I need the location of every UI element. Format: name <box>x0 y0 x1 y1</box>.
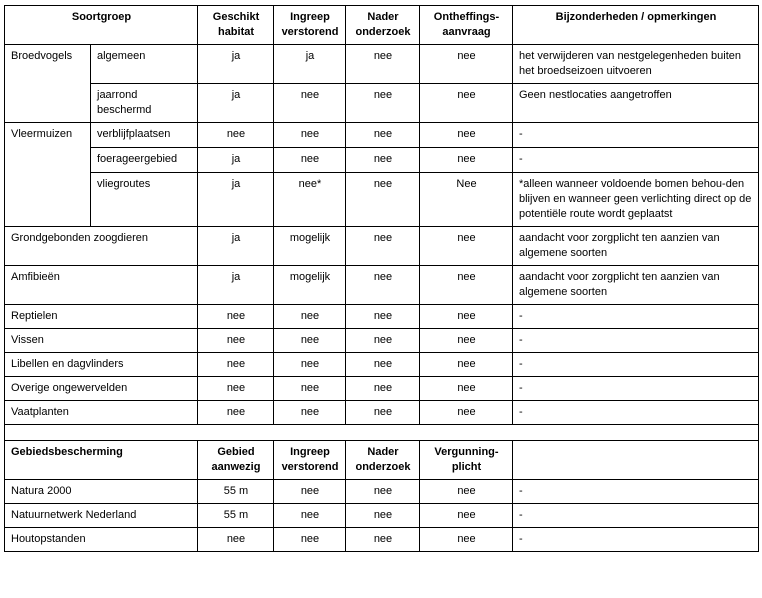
group-broedvogels: Broedvogels <box>5 45 91 123</box>
research-cell: nee <box>346 227 420 266</box>
impact-cell: nee* <box>274 173 346 227</box>
habitat-cell: ja <box>198 84 274 123</box>
header-gebied-aanwezig: Gebied aanwezig <box>198 441 274 480</box>
table-row <box>5 480 759 504</box>
table-row <box>5 353 759 377</box>
group-cell: Amfibieën <box>5 266 198 305</box>
header-soortgroep: Soortgroep <box>5 6 198 45</box>
species-header-row <box>5 6 759 45</box>
header-nader-onderzoek-2: Nader onderzoek <box>346 441 420 480</box>
subgroup-cell: verblijfplaatsen <box>91 123 198 148</box>
habitat-cell: nee <box>198 353 274 377</box>
impact-cell: mogelijk <box>274 227 346 266</box>
impact-cell: nee <box>274 401 346 425</box>
habitat-cell: ja <box>198 173 274 227</box>
subgroup-cell: algemeen <box>91 45 198 84</box>
habitat-cell: nee <box>198 377 274 401</box>
table-row <box>5 45 759 84</box>
research-cell: nee <box>346 401 420 425</box>
impact-cell: nee <box>274 305 346 329</box>
research-cell: nee <box>346 173 420 227</box>
header-geschikt-habitat: Geschikt habitat <box>198 6 274 45</box>
header-nader-onderzoek: Nader onderzoek <box>346 6 420 45</box>
habitat-cell: ja <box>198 45 274 84</box>
area-cell: Houtopstanden <box>5 528 198 552</box>
habitat-cell: ja <box>198 148 274 173</box>
impact-cell: nee <box>274 504 346 528</box>
table-row <box>5 266 759 305</box>
group-vleermuizen: Vleermuizen <box>5 123 91 227</box>
remarks-cell: - <box>513 377 759 401</box>
impact-cell: nee <box>274 528 346 552</box>
habitat-cell: nee <box>198 305 274 329</box>
species-protection-table <box>4 5 759 552</box>
exemption-cell: nee <box>420 401 513 425</box>
research-cell: nee <box>346 504 420 528</box>
table-row <box>5 148 759 173</box>
research-cell: nee <box>346 84 420 123</box>
permit-cell: nee <box>420 480 513 504</box>
impact-cell: nee <box>274 329 346 353</box>
remarks-cell: - <box>513 528 759 552</box>
exemption-cell: nee <box>420 45 513 84</box>
research-cell: nee <box>346 528 420 552</box>
permit-cell: nee <box>420 528 513 552</box>
research-cell: nee <box>346 353 420 377</box>
present-cell: 55 m <box>198 480 274 504</box>
header-empty-cell <box>513 441 759 480</box>
remarks-cell: - <box>513 123 759 148</box>
impact-cell: mogelijk <box>274 266 346 305</box>
table-row <box>5 123 759 148</box>
research-cell: nee <box>346 480 420 504</box>
group-cell: Overige ongewervelden <box>5 377 198 401</box>
impact-cell: nee <box>274 353 346 377</box>
table-row <box>5 504 759 528</box>
subgroup-cell: jaarrond beschermd <box>91 84 198 123</box>
impact-cell: nee <box>274 480 346 504</box>
research-cell: nee <box>346 305 420 329</box>
subgroup-cell: foerageergebied <box>91 148 198 173</box>
group-cell: Vaatplanten <box>5 401 198 425</box>
spacer-row <box>5 425 759 441</box>
table-row <box>5 227 759 266</box>
remarks-cell: aandacht voor zorgplicht ten aanzien van algemene soorten <box>513 266 759 305</box>
impact-cell: nee <box>274 148 346 173</box>
impact-cell: ja <box>274 45 346 84</box>
research-cell: nee <box>346 45 420 84</box>
remarks-cell: het verwijderen van nestgelegenheden buiten het broedseizoen uitvoeren <box>513 45 759 84</box>
research-cell: nee <box>346 123 420 148</box>
exemption-cell: nee <box>420 266 513 305</box>
group-cell: Vissen <box>5 329 198 353</box>
area-cell: Natuurnetwerk Nederland <box>5 504 198 528</box>
area-header-row <box>5 441 759 480</box>
table-row <box>5 329 759 353</box>
subgroup-cell: vliegroutes <box>91 173 198 227</box>
present-cell: nee <box>198 528 274 552</box>
remarks-cell: *alleen wanneer voldoende bomen behou-den blijven en wanneer geen verlichting direct op de potentiële route wordt geplaatst <box>513 173 759 227</box>
research-cell: nee <box>346 329 420 353</box>
exemption-cell: nee <box>420 305 513 329</box>
habitat-cell: nee <box>198 123 274 148</box>
exemption-cell: Nee <box>420 173 513 227</box>
present-cell: 55 m <box>198 504 274 528</box>
remarks-cell: - <box>513 353 759 377</box>
header-bijzonderheden: Bijzonderheden / opmerkingen <box>513 6 759 45</box>
impact-cell: nee <box>274 84 346 123</box>
remarks-cell: - <box>513 480 759 504</box>
header-ingreep-verstorend-2: Ingreep verstorend <box>274 441 346 480</box>
remarks-cell: - <box>513 329 759 353</box>
header-ontheffingsaanvraag: Ontheffings-aanvraag <box>420 6 513 45</box>
table-row <box>5 84 759 123</box>
research-cell: nee <box>346 377 420 401</box>
permit-cell: nee <box>420 504 513 528</box>
exemption-cell: nee <box>420 353 513 377</box>
exemption-cell: nee <box>420 84 513 123</box>
habitat-cell: nee <box>198 329 274 353</box>
impact-cell: nee <box>274 123 346 148</box>
exemption-cell: nee <box>420 227 513 266</box>
habitat-cell: nee <box>198 401 274 425</box>
habitat-cell: ja <box>198 227 274 266</box>
header-ingreep-verstorend: Ingreep verstorend <box>274 6 346 45</box>
remarks-cell: - <box>513 504 759 528</box>
remarks-cell: - <box>513 401 759 425</box>
table-row <box>5 377 759 401</box>
habitat-cell: ja <box>198 266 274 305</box>
remarks-cell: aandacht voor zorgplicht ten aanzien van algemene soorten <box>513 227 759 266</box>
research-cell: nee <box>346 266 420 305</box>
exemption-cell: nee <box>420 329 513 353</box>
remarks-cell: - <box>513 148 759 173</box>
group-cell: Libellen en dagvlinders <box>5 353 198 377</box>
header-gebiedsbescherming: Gebiedsbescherming <box>5 441 198 480</box>
exemption-cell: nee <box>420 123 513 148</box>
area-cell: Natura 2000 <box>5 480 198 504</box>
exemption-cell: nee <box>420 377 513 401</box>
group-cell: Grondgebonden zoogdieren <box>5 227 198 266</box>
table-row <box>5 401 759 425</box>
group-cell: Reptielen <box>5 305 198 329</box>
impact-cell: nee <box>274 377 346 401</box>
table-row <box>5 305 759 329</box>
header-vergunningplicht: Vergunning-plicht <box>420 441 513 480</box>
remarks-cell: Geen nestlocaties aangetroffen <box>513 84 759 123</box>
table-row <box>5 528 759 552</box>
spacer-cell <box>5 425 759 441</box>
table-row <box>5 173 759 227</box>
remarks-cell: - <box>513 305 759 329</box>
exemption-cell: nee <box>420 148 513 173</box>
research-cell: nee <box>346 148 420 173</box>
